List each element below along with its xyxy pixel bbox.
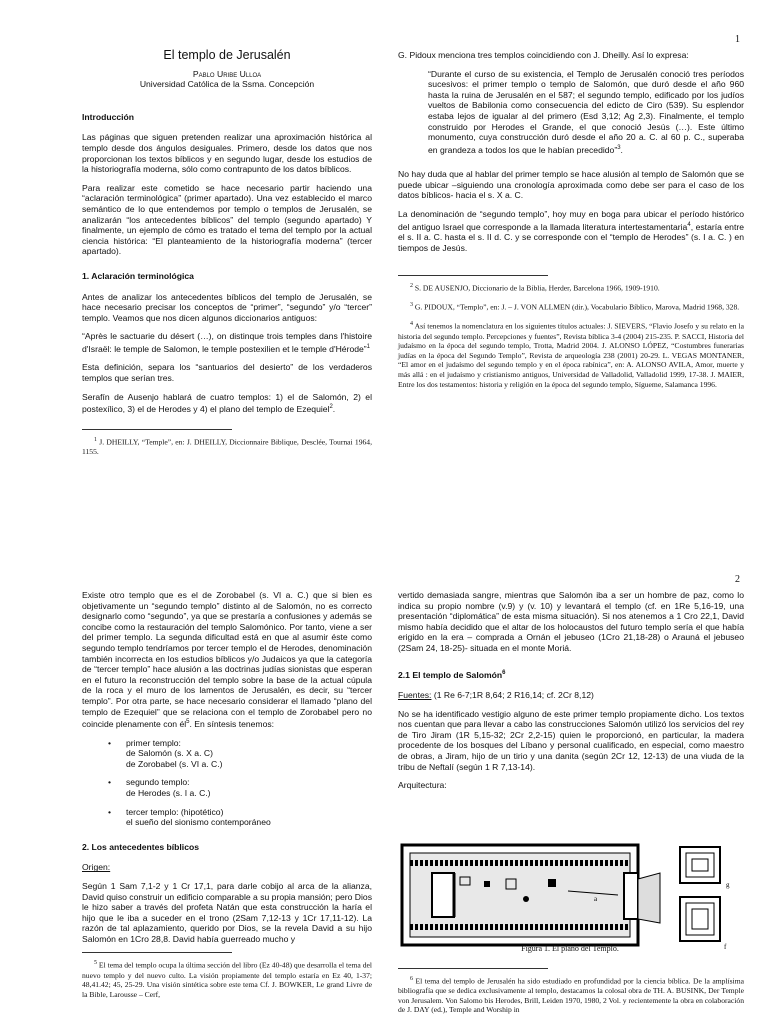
- list-item: • tercer templo: (hipotético) el sueño del sionismo contemporáneo: [126, 807, 372, 828]
- block-quote: “Après le sactuarie du désert (…), on distinque trois temples dans l'histoire d'Israël: le temple de Salomon, le temple postexilien et le temple d'Hérode”$^1$: [82, 331, 372, 354]
- section-heading: 2.1 El templo de Salomón$^6$: [398, 669, 506, 680]
- temple-list: [82, 738, 372, 828]
- paragraph: Esta definición, separa los “santuarios del desierto” de los verdaderos templos que serían tres.: [82, 362, 372, 383]
- footnote: $^6$ El tema del templo de Jerusalén ha sido estudiado en profundidad por la ciencia bíblica. De la amplísima bibliografía que se dedica exclusivamente al templo, destacamos la colosal obra de TH. A. BUSINK, Der Temple von Jerusalem. Von Salomo bis Herodes, Brill, Leiden 1970, 1980, 2 Vol. y recientemente la obra en colaboración de J. DAY (ed.), Temple and Worship in: [398, 976, 744, 1015]
- page-number: 1: [735, 34, 740, 45]
- footnote: $^5$ El tema del templo ocupa la última sección del libro (Ez 40-48) que desarrolla el tema del nuevo templo y del nuevo culto. La visión propiamente del templo estaría en Ez 40, 1-37; 48,41.42; 45, 25-29. Una visión sintética sobre este tema Cf. J. BOWKER, Le grand Livre de la Bible, Larousse – Cerf,: [82, 960, 372, 999]
- paragraph: Para realizar este cometido se hace necesario partir haciendo una “aclaración terminológica” (primer apartado). Una vez establecido el marco semántico de lo que entendemos por templo o templos de Jerusalén, se analizarán “los antecedentes bíblicos” del templo (segundo apartado) Y finalmente, un ejemplo de cómo es tratado el tema del templo por la actual ciencia histórica: “El planteamiento de la historiografía moderna” (tercer apartado).: [82, 182, 372, 257]
- paragraph: vertido demasiada sangre, mientras que Salomón iba a ser un hombre de paz, como lo indica su propio nombre (v.9) y (v. 10) y levantará el templo (cf. en 1Re 5,16-19, una presentación “diplomática” de esta misma situación). Si nos atenemos a 1 Cro 22,1, David mismo había decidido que el altar de los holocaustos del futuro templo sería el que había erigido en la era – comprada a Ornán el jebuseo (1Cro 21,18-28) o Arauná el jebuseo (2Sam 24, 18-25)- situada en el monte Moriá.: [398, 590, 744, 653]
- paragraph: La denominación de “segundo templo”, hoy muy en boga para ubicar el período histórico del antiguo Israel que corresponde a la llamada literatura intertestamentaria$^4$, estaría entre el s. II a. C. hasta el s. II d. C. y se corresponde con el “templo de Herodes” (s. I a. C. ) en tiempos de Jesús.: [398, 208, 744, 253]
- paragraph: G. Pidoux menciona tres templos coincidiendo con J. Dheilly. Así lo expresa:: [398, 50, 689, 60]
- sources-line: Fuentes: (1 Re 6-7;1R 8,64; 2 R16,14; cf. 2Cr 8,12): [398, 690, 594, 701]
- page-2: [0, 512, 768, 1024]
- section-heading: 2. Los antecedentes bíblicos: [82, 841, 200, 852]
- footnote-ref[interactable]: 1: [366, 343, 370, 350]
- list-item: • segundo templo: de Herodes (s. I a. C.): [126, 777, 372, 798]
- footnote-ref[interactable]: 6: [502, 669, 506, 676]
- page-number: 2: [735, 574, 740, 585]
- figure-label: Arquitectura:: [398, 780, 447, 791]
- footnote-rule: [398, 968, 548, 969]
- paragraph: Según 1 Sam 7,1-2 y 1 Cr 17,1, para darle cobijo al arca de la alianza, David quiso construir un edificio comparable a su propia mansión; pero Dios le hizo saber a través del profeta Natán que esta construcción la haría el hijo que le iba a suceder en el trono (2Sam 7,12-13 y 1Cr 17,11-12). La razón de tal aplazamiento, querido por Dios, se la revela David a su hijo Salomón en 1Cro 28,8. David había guerreado mucho y: [82, 880, 372, 944]
- intro-heading: Introducción: [82, 111, 135, 122]
- left-column: [82, 590, 372, 1007]
- footnote: $^1$ J. DHEILLY, “Temple”, en: J. DHEILLY, Diccionnaire Biblique, Desclée, Tournai 1964, 1155.: [82, 436, 372, 456]
- paragraph: No se ha identificado vestigio alguno de este primer templo propiamente dicho. Los textos nos cuentan que para llevar a cabo las construcciones Salomón utilizó los servicios del rey de Tiro Jiram (1R 5,15-32; 2Cr 2,2-15) quien le proporcionó, en particular, la madera procedente de los bosques del Líbano y personal cualificado, en especial, como maestro de obras, a Jiram, hijo de un tirio y una danita (según 2Cr 12, 12-13) de una viuda de la tribu de Neftalí (según 1 R 7,13-14).: [398, 708, 744, 772]
- right-footnotes: [398, 968, 744, 1023]
- footnote-rule: [398, 275, 548, 276]
- footnote-ref[interactable]: 4: [687, 221, 691, 228]
- paragraph: Antes de analizar los antecedentes bíblicos del templo de Jerusalén, se hace necesario precisar los conceptos de “primer”, “segundo” y/o “tercer” templo. Veamos que nos dicen algunos diccionarios antiguos:: [82, 291, 372, 323]
- footnote-rule: [82, 952, 232, 953]
- paragraph: Serafín de Ausenjo hablará de cuatro templos: 1) el de Salomón, 2) el postexílico, 3) el de Herodes y 4) el plano del templo de Ezequiel$^2$.: [82, 391, 372, 414]
- right-column: [398, 590, 744, 799]
- paragraph: No hay duda que al hablar del primer templo se hace alusión al templo de Salomón que se puede ubicar –siguiendo una cronología aproximada como debe ser para el caso de los datos bíblicos- hacia el s. X a. C.: [398, 169, 744, 201]
- list-item: • primer templo: de Salomón (s. X a. C) de Zorobabel (s. VI a. C.): [126, 738, 372, 770]
- svg-text:g: g: [726, 881, 730, 889]
- footnote-rule: [82, 429, 232, 430]
- right-column: [398, 50, 744, 397]
- footnote: $^2$ S. DE AUSENJO, Diccionario de la Biblia, Herder, Barcelona 1966, 1909-1910.: [410, 283, 660, 293]
- holy-of-holies: [432, 873, 454, 917]
- footnote-ref[interactable]: 2: [329, 404, 333, 411]
- footnote: $^4$ Así tenemos la nomenclatura en los siguientes títulos actuales: J. SIEVERS, “Flavio Josefo y su relato en la historia del segundo templo. Percepciones y fuentes”, Revista bíblica 3-4 (2004) 215-235. P. SACCI, Historia del judaísmo en la época del segundo templo, Trotta, Madrid 2004. J. ALONSO LÓPEZ, “Costumbres funerarias judías en la época del Segundo Templo”, Revista de arqueología 238 (2001) 20-29. L. VEGAS MONTANER, “El amor en el judaísmo del segundo templo y en el época rabínica”, en: A. ALONSO AVILA, Amor, muerte y más allá : en el judaísmo y cristianismo antiguos, Universidad de Valladolid, Valladolid 1999, 17-38. J. MAIER, Entre los dos testamentos: historia y religión en la época del segundo templo, Sígueme, Salamanca 1996.: [398, 321, 744, 389]
- figure-caption: Figura 1. El plano del Templo.: [521, 944, 619, 953]
- paragraph: Existe otro templo que es el de Zorobabel (s. VI a. C.) que si bien es objetivamente un “segundo templo” distinto al de Salomón, no es correcto designarlo como “segundo”, ya que se prestaría a confusiones y además se concibe como la restauración del templo Salomónico. Por tanto, viene a ser del primer templo. La segunda dificultad está en que al asumir éste como segundo templo tendríamos por tercer templo el de Herodes, denominación también incorrecta en los estudios bíblicos y/o Judaicos ya que la categoría de “tercer templo” hace alusión a las doctrinas judías sionistas que esperan en el futuro la reconstrucción del templo sobre la base de la actual cúpula de la roca y el muro de los lamentos de Jerusalén, es decir, su “tercer templo”. Por otra parte, se hace necesario considerar el llamado “plano del templo de Ezequiel” que se relaciona con el templo de Zorobabel pero no coincide plenamente con $él^5$. En síntesis tenemos:: [82, 590, 372, 729]
- author-name: Pablo Uribe Ulloa: [192, 68, 262, 79]
- footnote-ref[interactable]: 5: [186, 719, 190, 726]
- document-title: El templo de Jerusalén: [163, 48, 291, 62]
- block-quote: “Durante el curso de su existencia, el Templo de Jerusalén conoció tres períodos sucesivos: el primer templo o templo de Salomón, que duró desde el año 960 hasta la ruina de Jerusalén en el 587; el segundo templo, edificado por los judíos vueltos de Babilonia como consecuencia del edicto de Ciro (539). Su esplendor estaba lejos de igualar al del primero (Esd 3,12; Ag 2,3). Finalmente, el templo construido por Herodes el Grande, el que conoció Jesús (…). Este último monumento, cuya construcción duró desde el año 20 a. C. al 60 p. C., superaba en grandeza a todos los que le habían precedido”$^3$.: [428, 68, 744, 155]
- svg-text:a: a: [594, 895, 598, 903]
- footnote-ref[interactable]: 3: [617, 144, 621, 151]
- affiliation: Universidad Católica de la Ssma. Concepción: [139, 79, 315, 90]
- footnote: $^3$ G. PIDOUX, “Templo”, en: J. – J. VON ALLMEN (dir.), Vocabulario Bíblico, Marova, Madrid 1968, 328.: [410, 302, 740, 312]
- paragraph: Las páginas que siguen pretenden realizar una aproximación histórica al templo desde dos ángulos desiguales. Primero, desde los datos que nos proporcionan los textos bíblicos y en segundo lugar, desde los estudios de la historiografía moderna, sólo como contrapunto de los datos bíblicos.: [82, 132, 372, 175]
- left-column: [82, 50, 372, 464]
- section-heading: 1. Aclaración terminológica: [82, 270, 194, 281]
- subheading: Origen:: [82, 862, 111, 873]
- author-block: [82, 69, 372, 90]
- svg-text:f: f: [724, 943, 727, 951]
